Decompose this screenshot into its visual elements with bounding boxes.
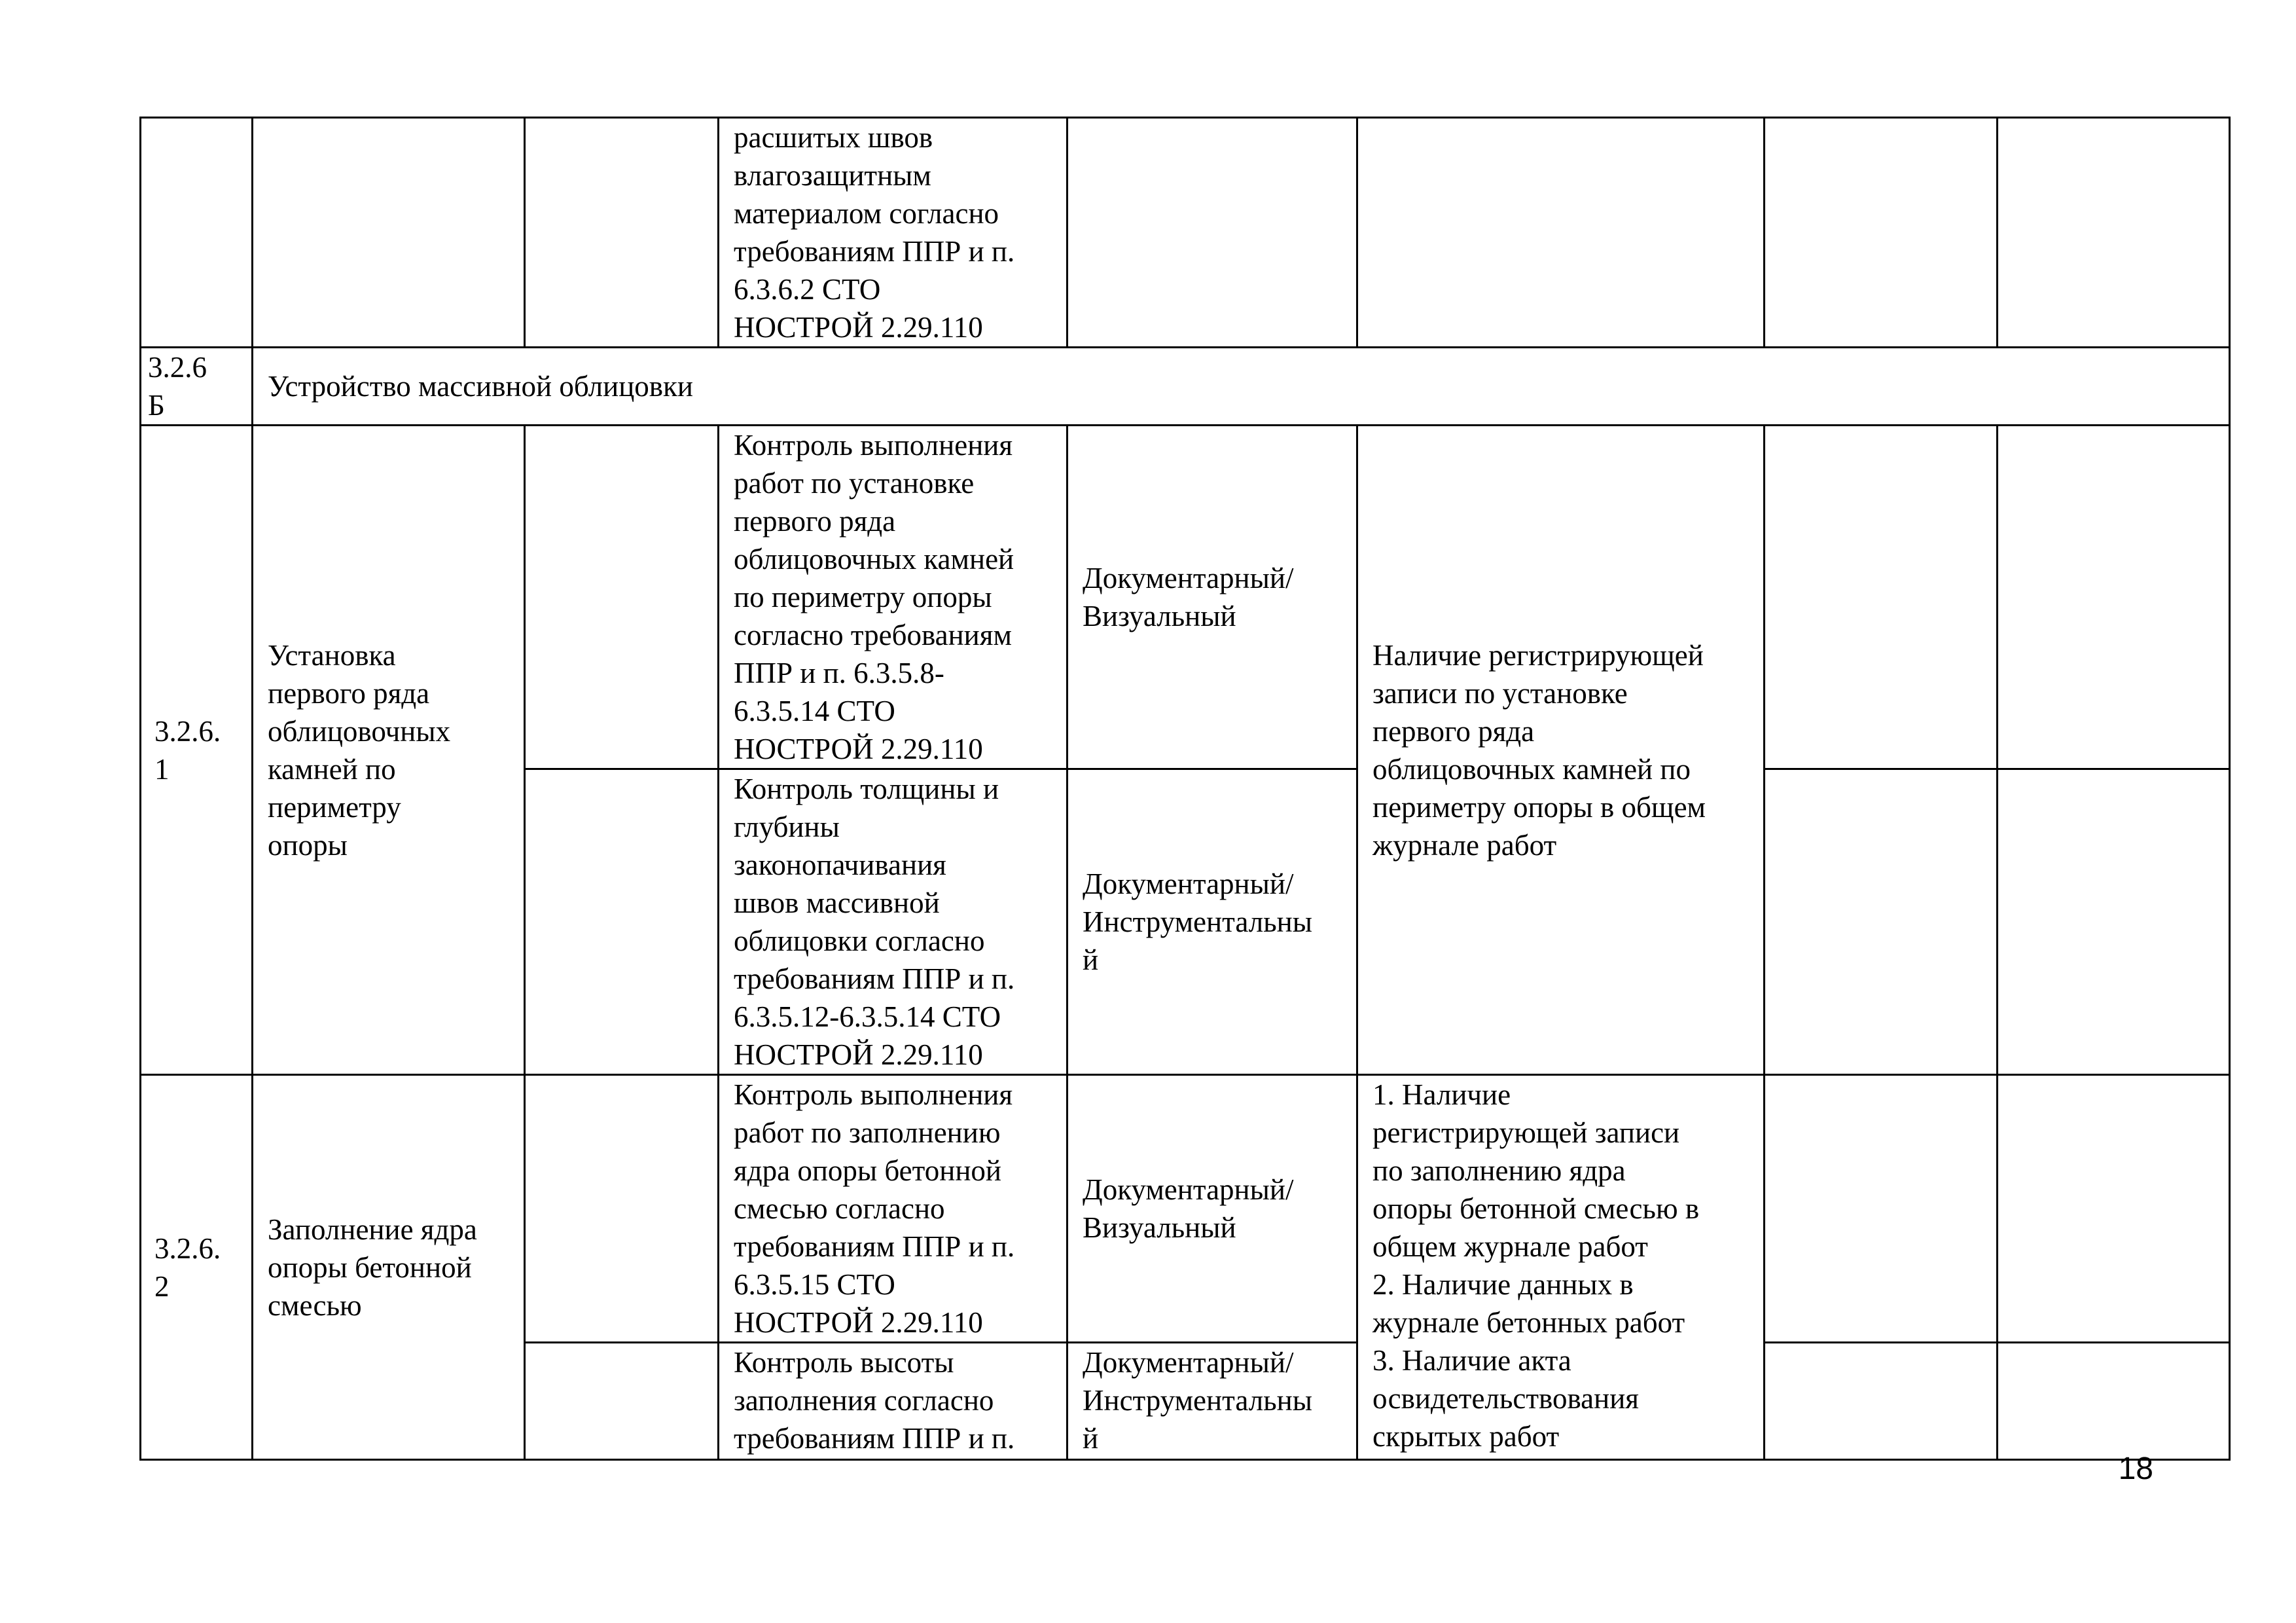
item-number-cell [141, 1075, 253, 1460]
control-text: Контроль высоты заполнения согласно требованиям ППР и п. [734, 1346, 1015, 1455]
cell-empty [1765, 426, 1998, 769]
control-cell [719, 426, 1067, 769]
cell-empty [525, 1343, 719, 1460]
cell-empty [525, 426, 719, 769]
section-number: 3.2.6 Б [148, 351, 207, 422]
result-cell [1357, 1075, 1765, 1460]
item-number: 3.2.6. 1 [154, 714, 221, 786]
item-name-cell [253, 426, 525, 1075]
method-text: Документарный/ Инструментальны й [1083, 1346, 1312, 1455]
table-row-section [141, 348, 2230, 426]
section-title: Устройство массивной облицовки [268, 370, 693, 403]
control-cell [719, 1075, 1067, 1343]
cell-method [1067, 118, 1357, 348]
control-text: Контроль выполнения работ по установке первого ряда облицовочных камней по периметру опоры согласно требованиям ППР и п. 6.3.5.8- 6.3.5.14 СТО НОСТРОЙ 2.29.110 [734, 429, 1014, 765]
result-text: 1. Наличие регистрирующей записи по заполнению ядра опоры бетонной смесью в общем журнале работ 2. Наличие данных в журнале бетонных работ 3. Наличие акта освидетельствования скрытых работ [1372, 1078, 1700, 1453]
result-cell [1357, 426, 1765, 1075]
item-name: Заполнение ядра опоры бетонной смесью [268, 1213, 477, 1322]
page-number: 18 [2118, 1451, 2153, 1486]
control-text: расшитых швов влагозащитным материалом согласно требованиям ППР и п. 6.3.6.2 СТО НОСТРОЙ 2.29.110 [734, 121, 1015, 344]
method-cell [1067, 1075, 1357, 1343]
cell-empty [1765, 1075, 1998, 1343]
cell-empty [1765, 1343, 1998, 1460]
section-title-cell [253, 348, 2230, 426]
cell-num [141, 118, 253, 348]
table-row [141, 1075, 2230, 1343]
method-cell [1067, 1343, 1357, 1460]
control-cell [719, 769, 1067, 1075]
method-text: Документарный/ Инструментальны й [1083, 867, 1312, 976]
method-text: Документарный/ Визуальный [1083, 1173, 1294, 1244]
control-cell [719, 1343, 1067, 1460]
cell-empty [1765, 769, 1998, 1075]
cell-empty [1998, 118, 2230, 348]
item-number: 3.2.6. 2 [154, 1231, 221, 1303]
cell-empty [525, 769, 719, 1075]
section-number-cell [141, 348, 253, 426]
cell-result [1357, 118, 1765, 348]
method-cell [1067, 769, 1357, 1075]
cell-empty [525, 118, 719, 348]
cell-empty [1998, 1343, 2230, 1460]
cell-empty [1998, 769, 2230, 1075]
cell-control [719, 118, 1067, 348]
table-row [141, 426, 2230, 769]
method-text: Документарный/ Визуальный [1083, 562, 1294, 632]
cell-name [253, 118, 525, 348]
control-text: Контроль толщины и глубины законопачивания швов массивной облицовки согласно требованиям ППР и п. 6.3.5.12-6.3.5.14 СТО НОСТРОЙ 2.29.110 [734, 773, 1015, 1071]
control-text: Контроль выполнения работ по заполнению ядра опоры бетонной смесью согласно требованиям ППР и п. 6.3.5.15 СТО НОСТРОЙ 2.29.110 [734, 1078, 1015, 1339]
cell-empty [1998, 1075, 2230, 1343]
method-cell [1067, 426, 1357, 769]
item-name: Установка первого ряда облицовочных камней по периметру опоры [268, 638, 451, 862]
item-number-cell [141, 426, 253, 1075]
control-table [139, 117, 2231, 1461]
cell-empty [1998, 426, 2230, 769]
cell-empty [1765, 118, 1998, 348]
item-name-cell [253, 1075, 525, 1460]
table-row-continuation [141, 118, 2230, 348]
result-text: Наличие регистрирующей записи по установке первого ряда облицовочных камней по периметру опоры в общем журнале работ [1372, 638, 1706, 862]
cell-empty [525, 1075, 719, 1343]
